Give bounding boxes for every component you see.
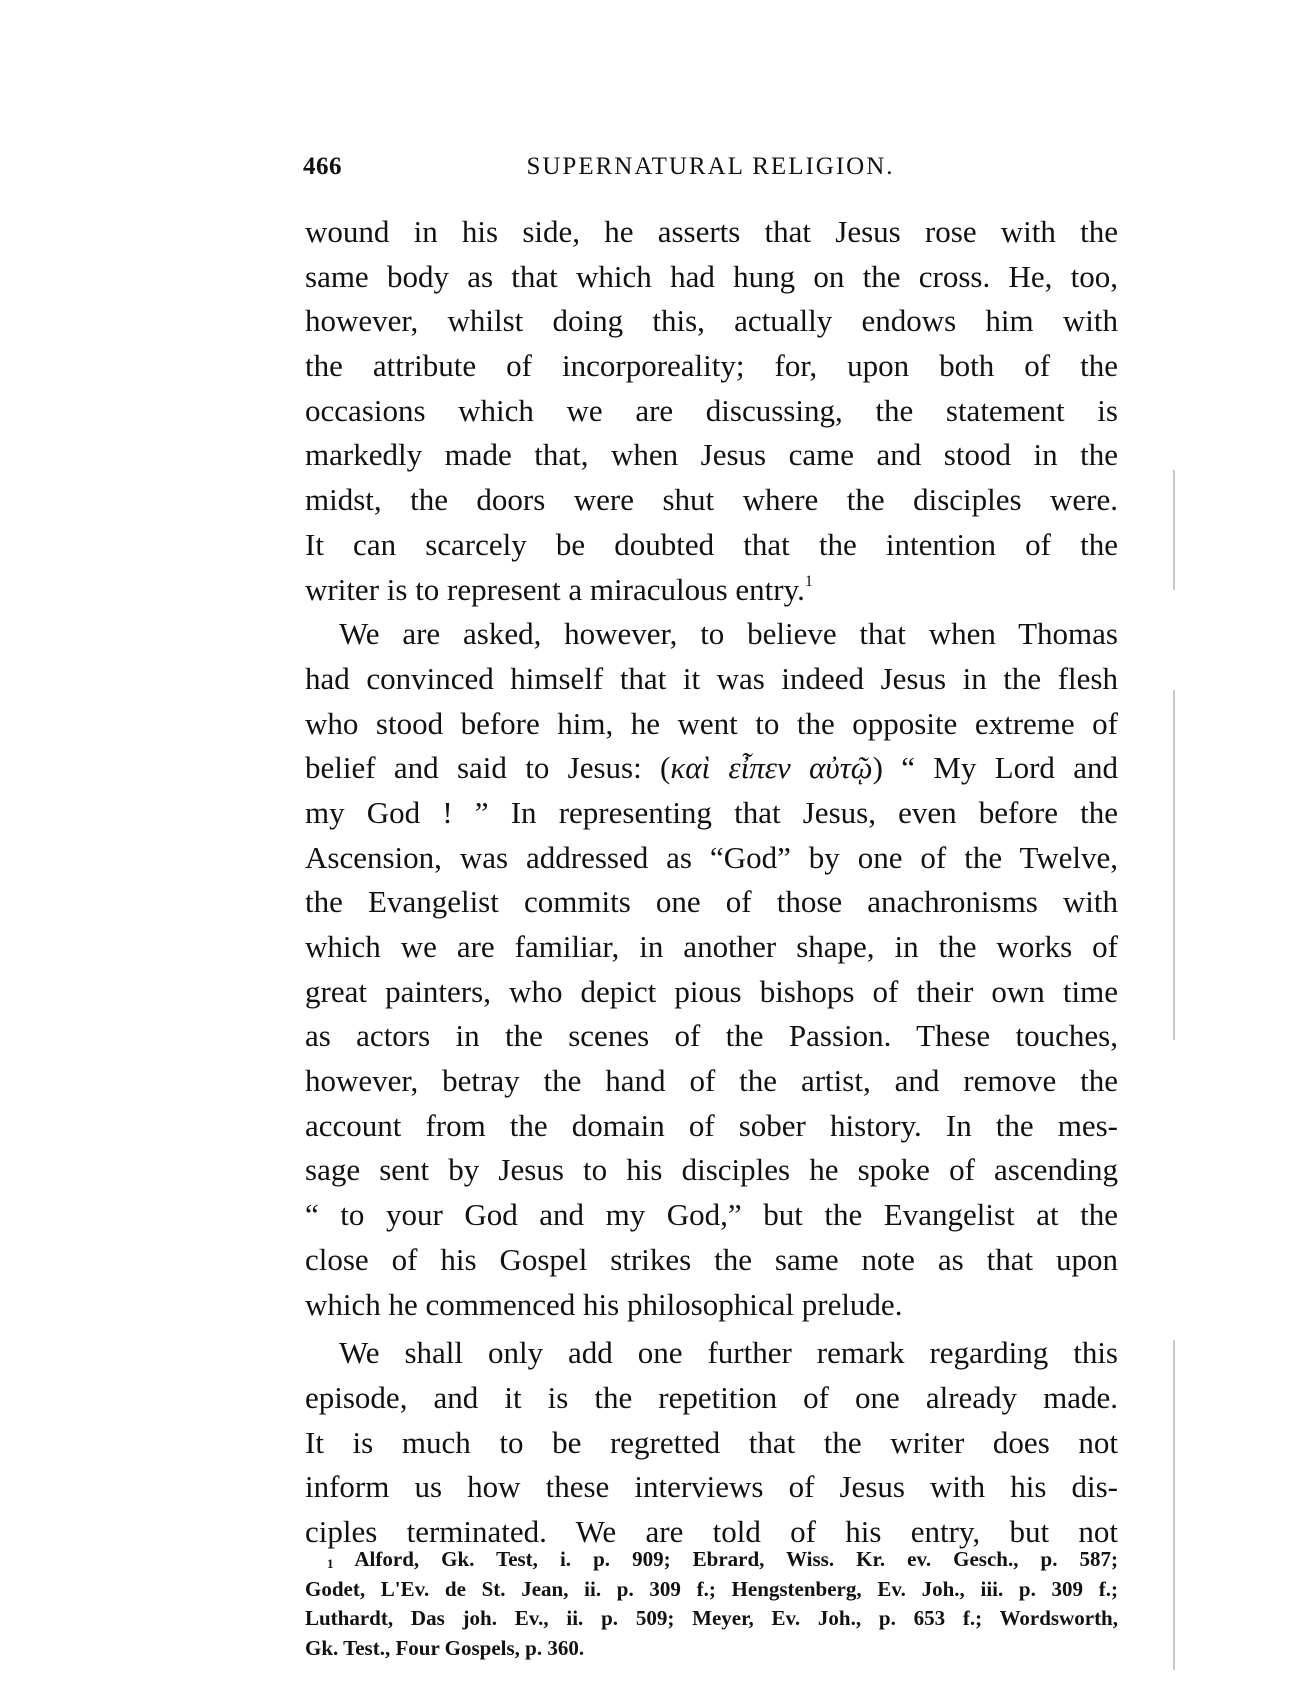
- text-line: ciples terminated. We are told of his entry, but not: [305, 1513, 1118, 1549]
- greek-quotation: καὶ εἶπεν αὐτῷ: [670, 750, 873, 786]
- text-line: had convinced himself that it was indeed Jesus in the flesh: [305, 660, 1118, 696]
- scan-margin-mark: [1173, 1340, 1175, 1670]
- footnote-line: Luthardt, Das joh. Ev., ii. p. 509; Meyer, Ev. Joh., p. 653 f.; Wordsworth,: [305, 1606, 1118, 1630]
- footnote-reference[interactable]: 1: [804, 572, 813, 590]
- text-line: It is much to be regretted that the writer does not: [305, 1424, 1118, 1460]
- text-line: however, betray the hand of the artist, and remove the: [305, 1063, 1118, 1099]
- text-line: [305, 746, 1118, 791]
- text-line: Ascension, was addressed as “God” by one of the Twelve,: [305, 839, 1118, 875]
- running-title: SUPERNATURAL RELIGION.: [526, 153, 895, 180]
- text-line: It can scarcely be doubted that the intention of the: [305, 526, 1118, 562]
- footnotes: [305, 1545, 1118, 1663]
- footnote-line: Gk. Test., Four Gospels, p. 360.: [305, 1635, 585, 1660]
- text-line: however, whilst doing this, actually endows him with: [305, 303, 1118, 339]
- text-line-content: writer is to represent a miraculous entry.: [305, 571, 805, 607]
- body-text: [305, 210, 1118, 1555]
- text-line: my God ! ” In representing that Jesus, even before the: [305, 794, 1118, 830]
- text-line: which we are familiar, in another shape, in the works of: [305, 929, 1118, 964]
- text-line: episode, and it is the repetition of one already made.: [305, 1379, 1118, 1415]
- text-line: sage sent by Jesus to his disciples he spoke of ascending: [305, 1152, 1118, 1188]
- footnote-text: Alford, Gk. Test, i. p. 909; Ebrard, Wiss. Kr. ev. Gesch., p. 587;: [354, 1547, 1118, 1571]
- text-line: which he commenced his philosophical prelude.: [305, 1286, 903, 1322]
- page-number: 466: [303, 153, 342, 180]
- footnote-marker: 1: [327, 1556, 334, 1571]
- text-line: same body as that which had hung on the cross. He, too,: [305, 258, 1118, 294]
- footnote-line: [305, 1545, 1118, 1575]
- text-line: account from the domain of sober history. In the mes-: [305, 1107, 1118, 1143]
- text-line: the Evangelist commits one of those anachronisms with: [305, 884, 1118, 920]
- text-line: We shall only add one further remark regarding this: [339, 1335, 1118, 1371]
- text-line-after-greek: ) “ My Lord and: [872, 750, 1118, 786]
- scan-margin-mark: [1173, 690, 1175, 1040]
- text-line: We are asked, however, to believe that when Thomas: [339, 616, 1118, 652]
- text-line: occasions which we are discussing, the statement is: [305, 392, 1118, 428]
- text-line: who stood before him, he went to the opposite extreme of: [305, 705, 1118, 741]
- text-line: “ to your God and my God,” but the Evangelist at the: [305, 1197, 1118, 1233]
- text-line: midst, the doors were shut where the disciples were.: [305, 482, 1118, 518]
- text-line: as actors in the scenes of the Passion. These touches,: [305, 1018, 1118, 1054]
- text-line: great painters, who depict pious bishops of their own time: [305, 973, 1118, 1009]
- footnote-line: Godet, L'Ev. de St. Jean, ii. p. 309 f.; Hengstenberg, Ev. Joh., iii. p. 309 f.;: [305, 1576, 1118, 1601]
- text-line: [305, 568, 1118, 613]
- text-line: inform us how these interviews of Jesus with his dis-: [305, 1469, 1118, 1505]
- text-line: close of his Gospel strikes the same note as that upon: [305, 1241, 1118, 1277]
- text-line-before-greek: belief and said to Jesus: (: [305, 750, 671, 786]
- text-line: the attribute of incorporeality; for, upon both of the: [305, 348, 1118, 384]
- scan-margin-mark: [1173, 470, 1175, 590]
- running-head: [303, 153, 1118, 189]
- text-line: wound in his side, he asserts that Jesus rose with the: [305, 214, 1118, 249]
- text-line: markedly made that, when Jesus came and stood in the: [305, 437, 1118, 473]
